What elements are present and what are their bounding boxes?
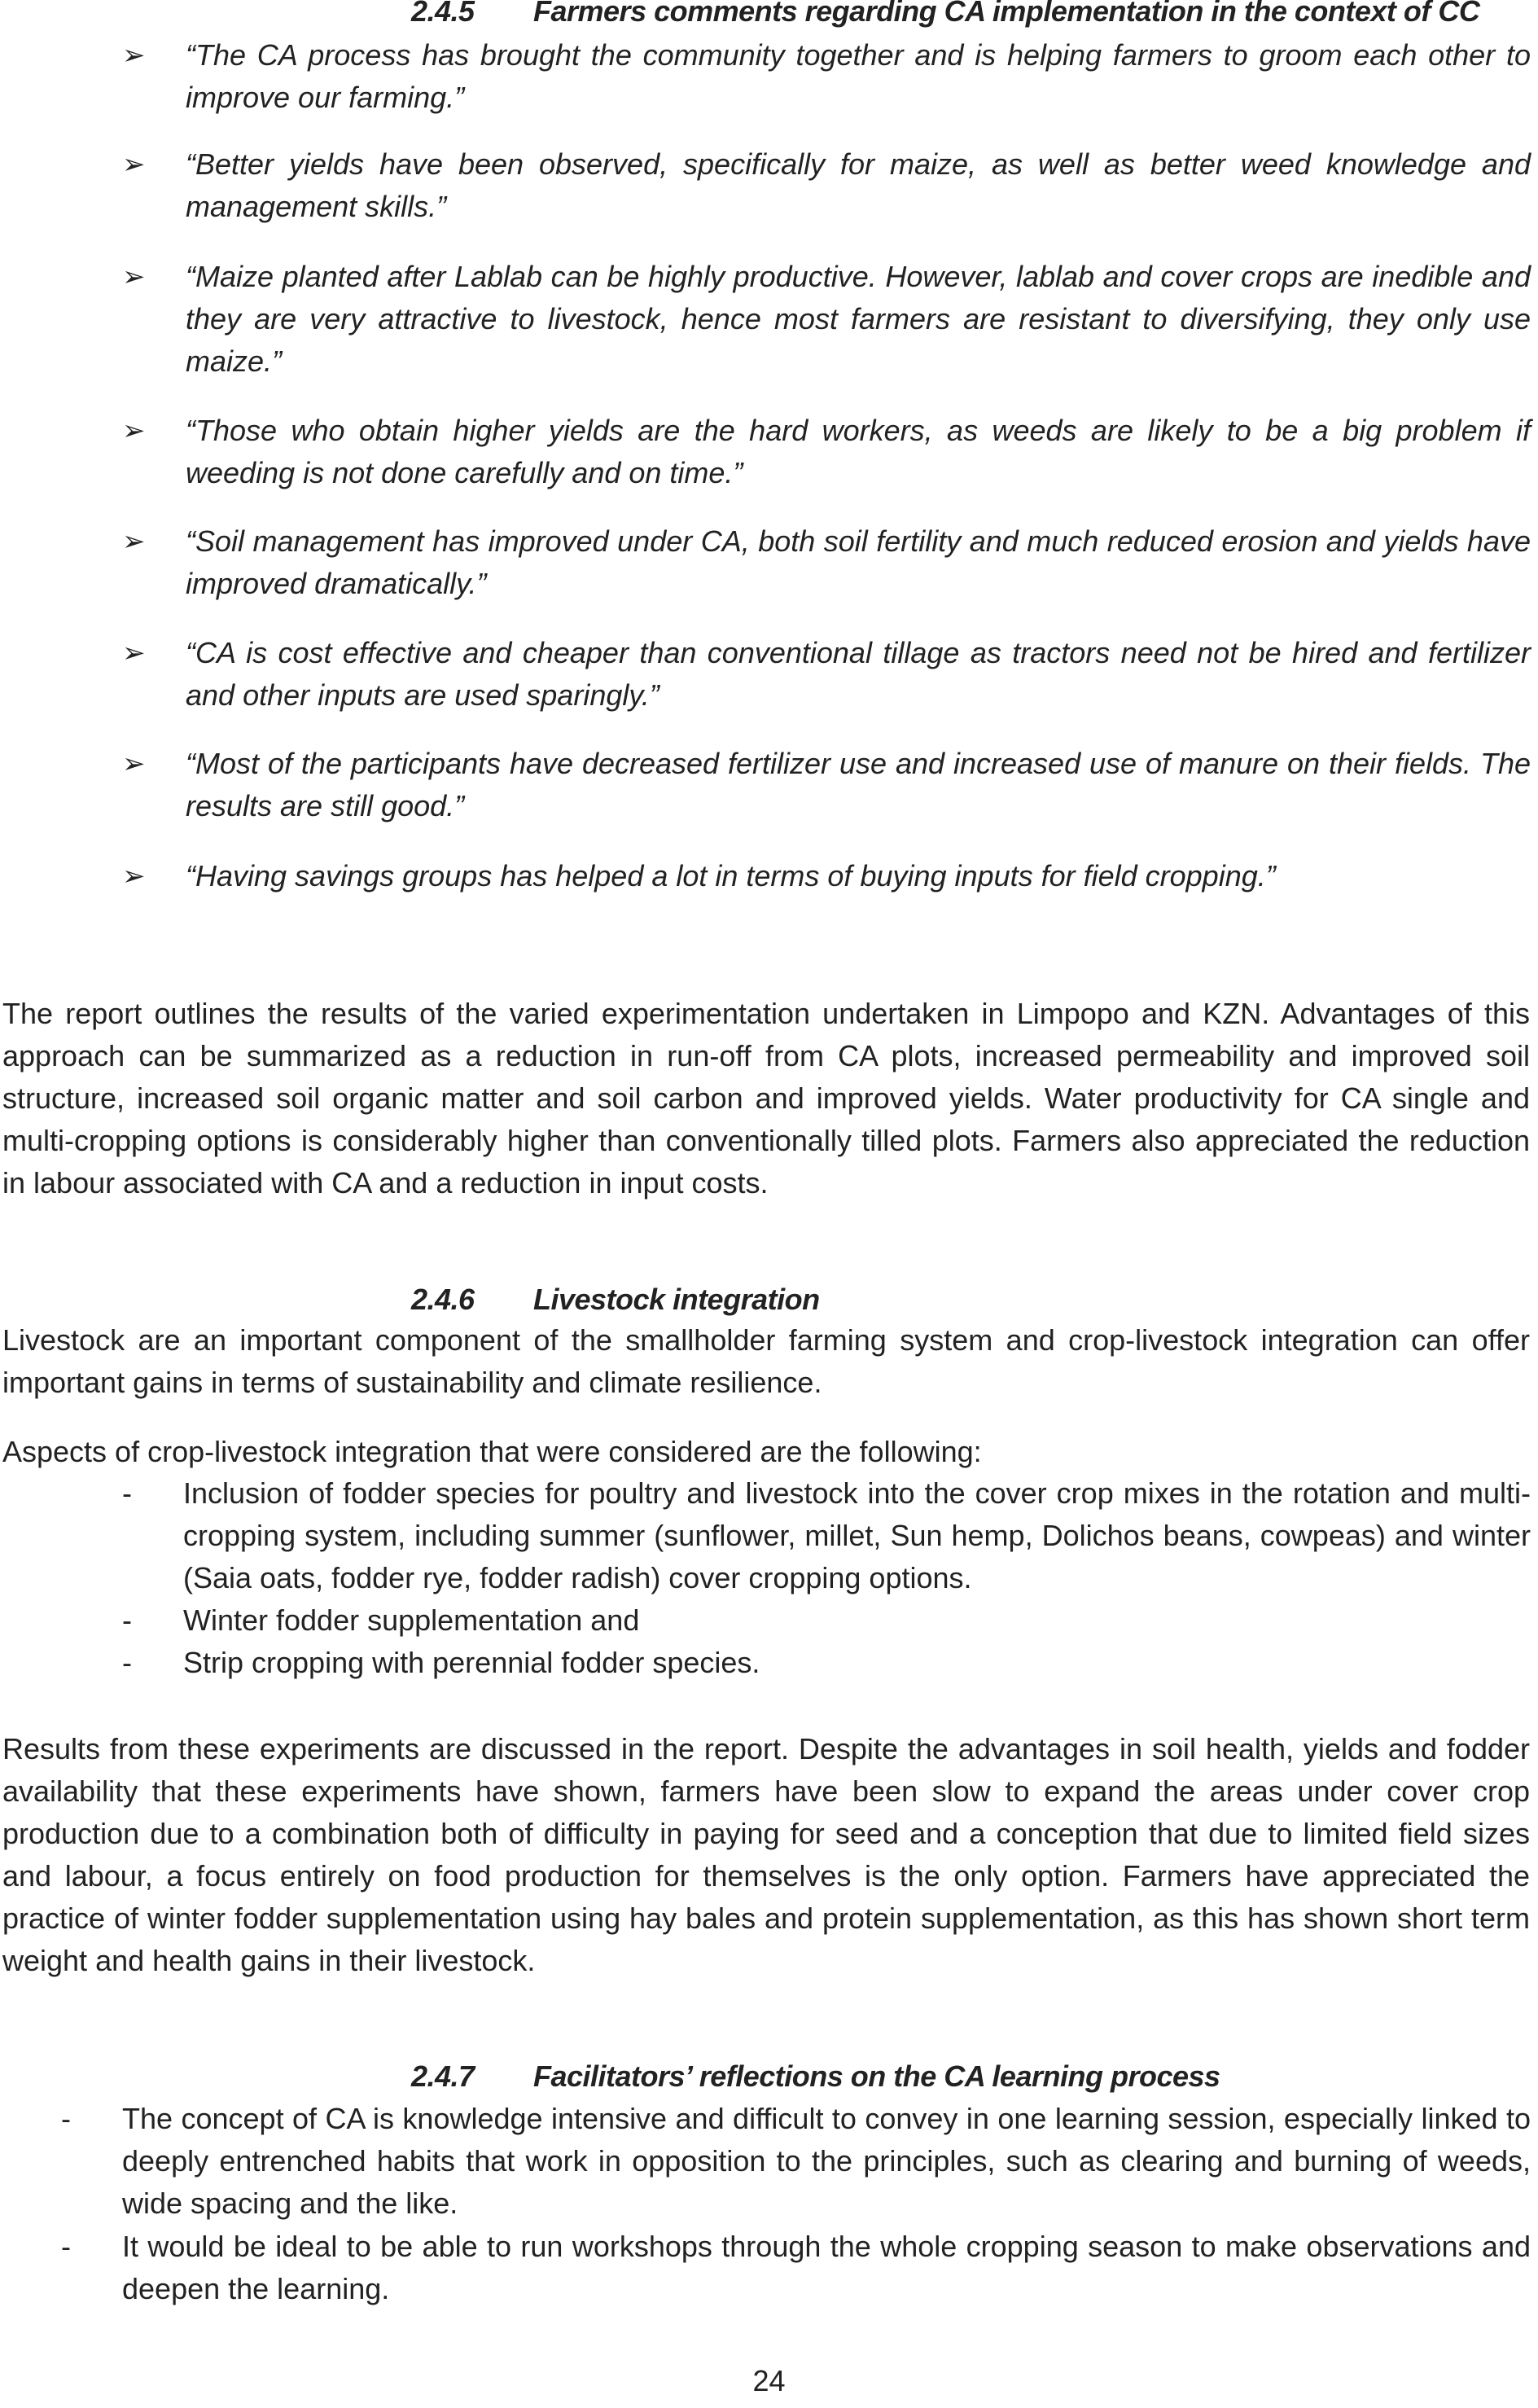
section-heading-2-4-6 xyxy=(411,1282,820,1318)
results-paragraph: Results from these experiments are discussed in the report. Despite the advantages in soil health, yields and fodder availability that these experiments have shown, farmers have been slow to expand the areas under cover crop production due to a combination both of difficulty in paying for seed and a conception that due to limited field sizes and labour, a focus entirely on food production for themselves is the only option. Farmers have appreciated the practice of winter fodder supplementation using hay bales and protein supplementation, as this has shown short term weight and health gains in their livestock. xyxy=(2,1732,1530,1977)
quote-text: “The CA process has brought the community together and is helping farmers to groom each other to improve our farming.” xyxy=(186,38,1531,114)
dash-bullet: - xyxy=(122,1476,132,1510)
livestock-intro-paragraph: Livestock are an important component of the smallholder farming system and crop-livestock integration can offer important gains in terms of sustainability and climate resilience. xyxy=(2,1323,1530,1399)
section-number: 2.4.7 xyxy=(411,2059,475,2093)
reflection-text: The concept of CA is knowledge intensive and difficult to convey in one learning session, especially linked to deeply entrenched habits that work in opposition to the principles, such as clearing and burning of weeds, wide spacing and the like. xyxy=(122,2102,1531,2220)
reflection-text: It would be ideal to be able to run workshops through the whole cropping season to make observations and deepen the learning. xyxy=(122,2230,1531,2305)
quote-text: “Maize planted after Lablab can be highly productive. However, lablab and cover crops are inedible and they are very attractive to livestock, hence most farmers are resistant to diversifying, they only use maize.” xyxy=(186,260,1531,378)
arrow-bullet-icon: ➢ xyxy=(122,415,146,446)
arrow-bullet-icon: ➢ xyxy=(122,861,146,892)
quote-text: “Soil management has improved under CA, both soil fertility and much reduced erosion and yields have improved dramatically.” xyxy=(186,524,1531,600)
arrow-bullet-icon: ➢ xyxy=(122,40,146,71)
aspect-text: Strip cropping with perennial fodder species. xyxy=(183,1646,760,1679)
section-title: Farmers comments regarding CA implementation in the context of CC xyxy=(533,0,1480,28)
aspect-text: Inclusion of fodder species for poultry and livestock into the cover crop mixes in the rotation and multi-cropping system, including summer (sunflower, millet, Sun hemp, Dolichos beans, cowpeas) and winter (Saia oats, fodder rye, fodder radish) cover cropping options. xyxy=(183,1476,1531,1594)
dash-bullet: - xyxy=(61,2102,71,2135)
arrow-bullet-icon: ➢ xyxy=(122,526,146,557)
section-heading-2-4-5 xyxy=(411,0,1479,29)
aspect-text: Winter fodder supplementation and xyxy=(183,1603,640,1637)
report-outline-paragraph: The report outlines the results of the varied experimentation undertaken in Limpopo and KZN. Advantages of this approach can be summarized as a reduction in run-off from CA plots, increased permeability and improved soil structure, increased soil organic matter and soil carbon and improved yields. Water productivity for CA single and multi-cropping options is considerably higher than conventionally tilled plots. Farmers also appreciated the reduction in labour associated with CA and a reduction in input costs. xyxy=(2,997,1530,1200)
section-title: Livestock integration xyxy=(533,1283,820,1316)
quote-text: “CA is cost effective and cheaper than conventional tillage as tractors need not be hired and fertilizer and other inputs are used sparingly.” xyxy=(186,636,1531,712)
page-number: 24 xyxy=(752,2364,786,2397)
section-number: 2.4.5 xyxy=(411,0,475,28)
dash-bullet: - xyxy=(122,1603,132,1637)
arrow-bullet-icon: ➢ xyxy=(122,149,146,180)
arrow-bullet-icon: ➢ xyxy=(122,748,146,779)
quote-text: “Most of the participants have decreased fertilizer use and increased use of manure on their fields. The results are still good.” xyxy=(186,747,1531,822)
quote-text: “Those who obtain higher yields are the hard workers, as weeds are likely to be a big problem if weeding is not done carefully and on time.” xyxy=(186,414,1531,489)
section-title: Facilitators’ reflections on the CA learning process xyxy=(533,2059,1220,2093)
section-heading-2-4-7 xyxy=(411,2059,1220,2094)
section-number: 2.4.6 xyxy=(411,1283,475,1316)
dash-bullet: - xyxy=(61,2230,71,2263)
dash-bullet: - xyxy=(122,1646,132,1679)
quote-text: “Having savings groups has helped a lot in terms of buying inputs for field cropping.” xyxy=(186,859,1276,893)
quote-text: “Better yields have been observed, specifically for maize, as well as better weed knowledge and management skills.” xyxy=(186,147,1531,223)
arrow-bullet-icon: ➢ xyxy=(122,638,146,669)
aspects-intro-paragraph: Aspects of crop-livestock integration that were considered are the following: xyxy=(2,1435,982,1468)
arrow-bullet-icon: ➢ xyxy=(122,261,146,292)
